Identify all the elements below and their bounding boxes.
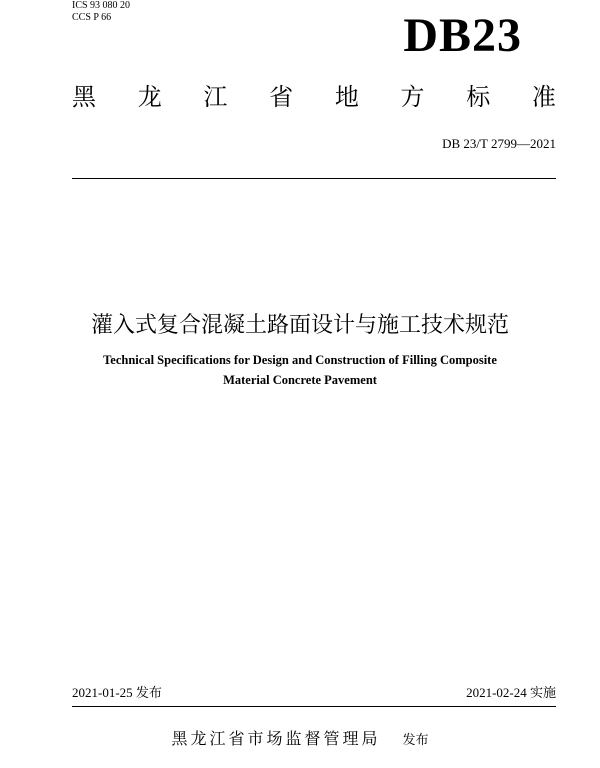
document-title-chinese: 灌入式复合混凝土路面设计与施工技术规范 (90, 313, 509, 338)
standard-title-char: 地 (334, 83, 359, 111)
standard-title-char: 龙 (137, 83, 162, 111)
issuer-line (0, 728, 600, 752)
standard-title-char: 江 (203, 83, 228, 111)
implement-date: 2021-02-24 实施 (466, 685, 556, 700)
english-title-line: Technical Specifications for Design and Construction of Filling Composite (103, 353, 497, 367)
bottom-divider (72, 706, 556, 707)
document-title-english (40, 350, 560, 390)
standard-number: DB 23/T 2799—2021 (442, 136, 556, 151)
publish-date: 2021-01-25 发布 (72, 685, 162, 700)
standard-title-char: 省 (269, 83, 294, 111)
standard-category-title (72, 82, 556, 112)
standard-title-char: 方 (400, 83, 425, 111)
english-title-line: Material Concrete Pavement (223, 373, 377, 387)
issue-action: 发布 (402, 733, 429, 748)
issuing-organization: 黑龙江省市场监督管理局 (171, 729, 381, 748)
ics-code: ICS 93 080 20 (72, 0, 131, 11)
standard-title-char: 标 (466, 83, 491, 111)
standard-logo: DB23 (403, 9, 522, 62)
standard-title-char: 黑 (72, 83, 96, 111)
top-divider (72, 178, 556, 179)
standard-title-char: 准 (531, 83, 556, 111)
ccs-code: CCS P 66 (72, 12, 112, 23)
